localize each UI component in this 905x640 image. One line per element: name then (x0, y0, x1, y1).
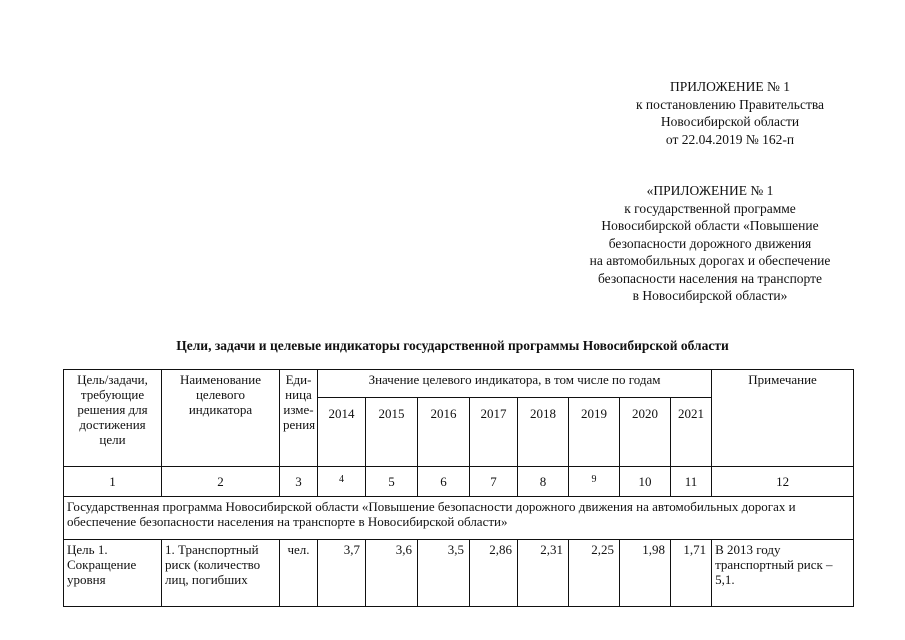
column-number: 1 (64, 467, 162, 497)
appendix-1-line: Новосибирской области (660, 114, 800, 129)
appendix-1-header (580, 78, 880, 148)
appendix-1-line: к постановлению Правительства (635, 96, 825, 112)
header-year: 2021 (671, 398, 712, 467)
column-number: 5 (366, 467, 418, 497)
value-cell: 3,6 (366, 540, 418, 607)
indicator-cell: 1. Транспортный риск (количество лиц, погибших (162, 540, 280, 607)
column-number: 8 (518, 467, 569, 497)
header-year: 2019 (569, 398, 620, 467)
value-cell: 1,98 (620, 540, 671, 607)
header-goal: Цель/задачи, требующие решения для достижения цели (64, 370, 162, 467)
value-cell: 3,5 (418, 540, 470, 607)
program-row: Государственная программа Новосибирской области «Повышение безопасности дорожного движения на автомобильных дорогах и обеспечение безопасности населения на транспорте в Новосибирской области» (64, 497, 854, 540)
appendix-2-line: «ПРИЛОЖЕНИЕ № 1 (646, 183, 774, 198)
header-indicator: Наименование целевого индикатора (162, 370, 280, 467)
header-year: 2015 (366, 398, 418, 467)
indicators-table (63, 369, 854, 607)
column-number: 9 (569, 467, 620, 497)
header-year: 2016 (418, 398, 470, 467)
value-cell: 2,31 (518, 540, 569, 607)
value-cell: 2,86 (470, 540, 518, 607)
appendix-1-line: ПРИЛОЖЕНИЕ № 1 (669, 79, 791, 94)
appendix-2-line: безопасности населения на транспорте (597, 270, 823, 286)
column-number: 10 (620, 467, 671, 497)
goal-cell: Цель 1. Сокращение уровня (64, 540, 162, 607)
appendix-1-line: от 22.04.2019 № 162-п (665, 131, 795, 147)
table-row (64, 540, 854, 607)
column-number: 7 (470, 467, 518, 497)
header-values: Значение целевого индикатора, в том числе по годам (318, 370, 712, 398)
unit-cell: чел. (280, 540, 318, 607)
value-cell: 3,7 (318, 540, 366, 607)
column-number: 3 (280, 467, 318, 497)
header-unit: Еди-ница изме-рения (280, 370, 318, 467)
appendix-2-line: к государственной программе (624, 200, 796, 216)
column-number: 11 (671, 467, 712, 497)
header-year: 2018 (518, 398, 569, 467)
appendix-2-line: безопасности дорожного движения (608, 235, 812, 251)
value-cell: 1,71 (671, 540, 712, 607)
header-year: 2017 (470, 398, 518, 467)
appendix-2-line: в Новосибирской области» (632, 288, 788, 303)
appendix-2-line: Новосибирской области «Повышение (601, 218, 819, 233)
column-number: 12 (712, 467, 854, 497)
column-number: 6 (418, 467, 470, 497)
appendix-2-header (555, 182, 865, 305)
appendix-2-line: на автомобильных дорогах и обеспечение (589, 253, 831, 268)
column-number: 2 (162, 467, 280, 497)
header-year: 2014 (318, 398, 366, 467)
column-number: 4 (318, 467, 366, 497)
value-cell: 2,25 (569, 540, 620, 607)
note-cell: В 2013 году транспортный риск – 5,1. (712, 540, 854, 607)
header-year: 2020 (620, 398, 671, 467)
header-note: Примечание (712, 370, 854, 467)
document-title: Цели, задачи и целевые индикаторы государственной программы Новосибирской области (176, 338, 729, 353)
